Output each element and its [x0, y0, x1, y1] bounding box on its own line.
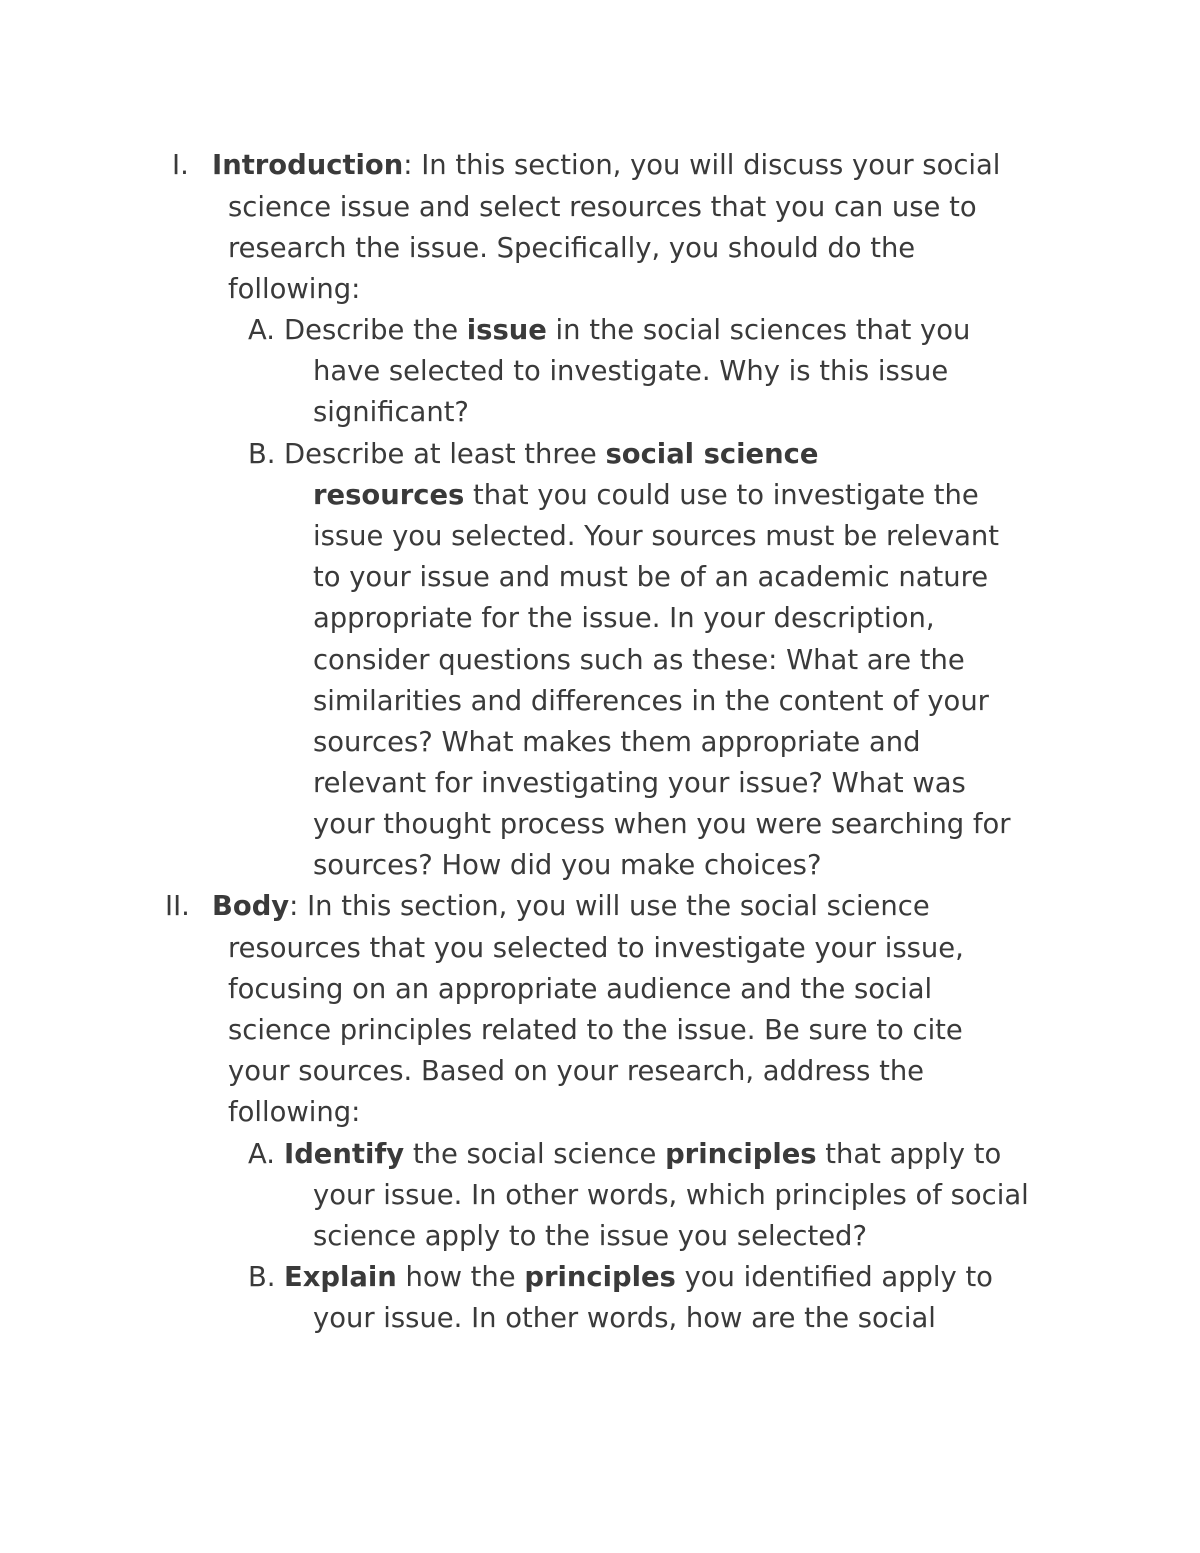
section-intro-line: resources that you selected to investigate your issue, — [228, 933, 964, 964]
item-line: sources? What makes them appropriate and — [313, 727, 921, 758]
section-intro-line: focusing on an appropriate audience and the social — [228, 974, 933, 1005]
item-line: appropriate for the issue. In your description, — [313, 603, 935, 634]
section-intro-line: your sources. Based on your research, address the — [228, 1056, 925, 1087]
section-intro-line: following: — [228, 1097, 361, 1128]
section-heading: Body — [212, 891, 290, 922]
item-line: to your issue and must be of an academic nature — [313, 562, 989, 593]
item-keyword: principles — [524, 1262, 676, 1293]
section-intro-line: science principles related to the issue. Be sure to cite — [228, 1015, 963, 1046]
item-line: science apply to the issue you selected? — [313, 1221, 867, 1252]
item-line: issue you selected. Your sources must be relevant — [313, 521, 1000, 552]
item-line — [284, 434, 818, 475]
item-line: sources? How did you make choices? — [313, 850, 822, 881]
item-keyword: Identify — [284, 1139, 405, 1170]
item-letter: A. — [248, 1139, 275, 1170]
item-text: in the social sciences that you — [546, 315, 971, 346]
item-line: your thought process when you were searching for — [313, 809, 1011, 840]
section-heading-line — [212, 145, 1000, 186]
item-text: Describe at least three — [284, 439, 606, 470]
item-line: significant? — [313, 397, 469, 428]
item-text: that apply to — [816, 1139, 1002, 1170]
section-intro-line: research the issue. Specifically, you should do the — [228, 233, 916, 264]
item-keyword: issue — [466, 315, 547, 346]
item-letter: B. — [248, 439, 276, 470]
item-line: similarities and differences in the content of your — [313, 686, 989, 717]
item-line — [284, 310, 970, 351]
item-keyword: resources — [313, 480, 465, 511]
item-keyword: social science — [605, 439, 819, 470]
section-heading-line — [212, 886, 930, 927]
item-letter: A. — [248, 315, 275, 346]
item-line: consider questions such as these: What are the — [313, 645, 965, 676]
item-line: have selected to investigate. Why is this issue — [313, 356, 949, 387]
section-numeral: II. — [165, 891, 190, 922]
item-keyword: principles — [665, 1139, 817, 1170]
item-line — [284, 1257, 993, 1298]
item-line — [313, 475, 979, 516]
item-text: how the — [396, 1262, 525, 1293]
item-text: Describe the — [284, 315, 467, 346]
item-line: your issue. In other words, which principles of social — [313, 1180, 1029, 1211]
item-keyword: Explain — [284, 1262, 397, 1293]
item-line: your issue. In other words, how are the social — [313, 1303, 936, 1334]
item-letter: B. — [248, 1262, 276, 1293]
item-line: relevant for investigating your issue? What was — [313, 768, 966, 799]
item-line — [284, 1134, 1001, 1175]
section-intro-line: following: — [228, 274, 361, 305]
section-intro-line: science issue and select resources that you can use to — [228, 192, 977, 223]
section-heading: Introduction — [212, 150, 404, 181]
item-text: that you could use to investigate the — [464, 480, 979, 511]
section-intro-text: : In this section, you will use the social science — [289, 891, 930, 922]
item-text: you identified apply to — [675, 1262, 993, 1293]
item-text: the social science — [404, 1139, 666, 1170]
section-numeral: I. — [172, 150, 189, 181]
section-intro-text: : In this section, you will discuss your social — [403, 150, 1001, 181]
